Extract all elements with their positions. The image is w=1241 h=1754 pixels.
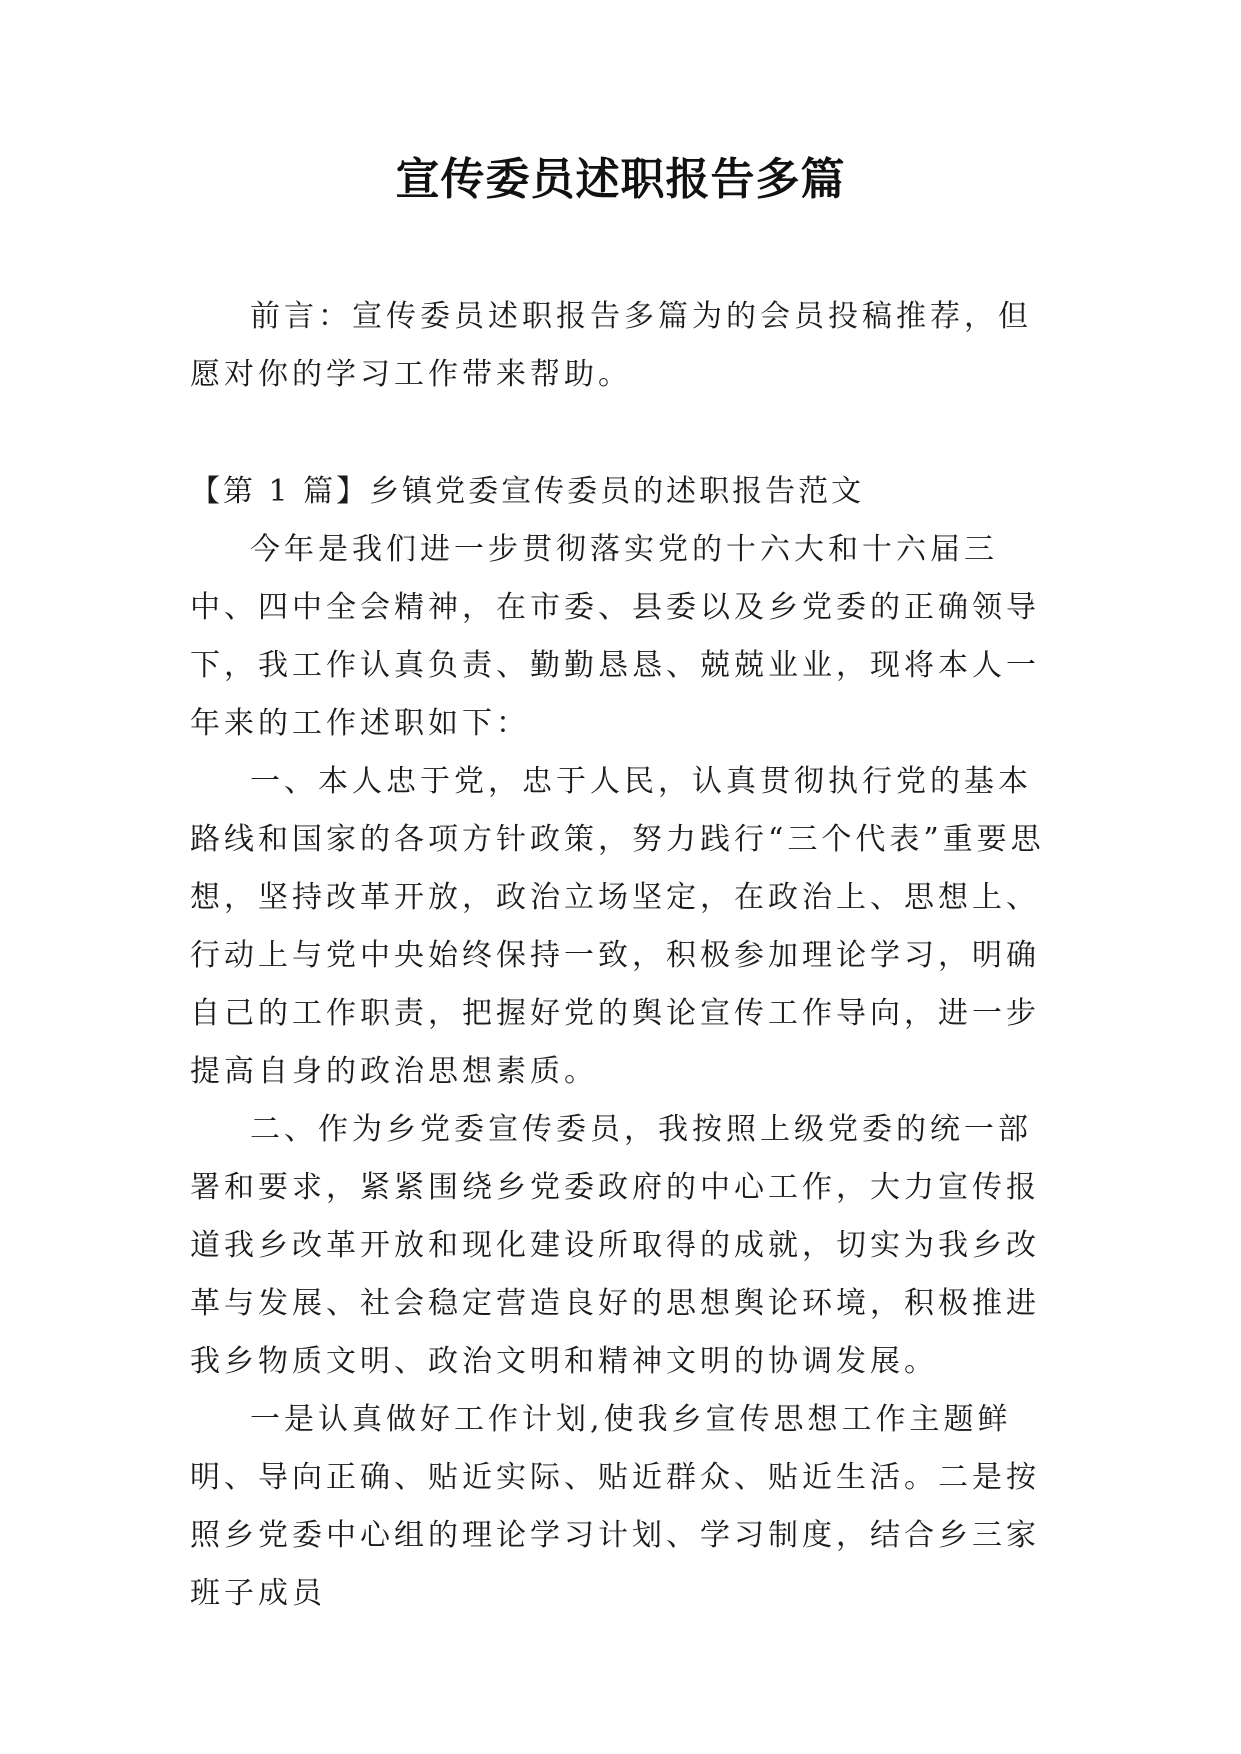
body-paragraph-4: 一是认真做好工作计划,使我乡宣传思想工作主题鲜明、导向正确、贴近实际、贴近群众、贴近生活。二是按照乡党委中心组的理论学习计划、学习制度，结合乡三家班子成员 bbox=[190, 1402, 1040, 1611]
body-paragraph-1: 今年是我们进一步贯彻落实党的十六大和十六届三中、四中全会精神，在市委、县委以及乡党委的正确领导下，我工作认真负责、勤勤恳恳、兢兢业业，现将本人一年来的工作述职如下： bbox=[190, 532, 1040, 741]
section-heading: 【第 1 篇】乡镇党委宣传委员的述职报告范文 bbox=[190, 474, 865, 509]
body-paragraph-2: 一、本人忠于党，忠于人民，认真贯彻执行党的基本路线和国家的各项方针政策，努力践行“三个代表”重要思想，坚持改革开放，政治立场坚定，在政治上、思想上、行动上与党中央始终保持一致，积极参加理论学习，明确自己的工作职责，把握好党的舆论宣传工作导向，进一步提高自身的政治思想素质。 bbox=[190, 764, 1045, 1089]
preface-paragraph: 前言：宣传委员述职报告多篇为的会员投稿推荐，但愿对你的学习工作带来帮助。 bbox=[190, 299, 1032, 392]
document-title: 宣传委员述职报告多篇 bbox=[395, 154, 846, 205]
body-paragraph-3: 二、作为乡党委宣传委员，我按照上级党委的统一部署和要求，紧紧围绕乡党委政府的中心工作，大力宣传报道我乡改革开放和现化建设所取得的成就，切实为我乡改革与发展、社会稳定营造良好的思想舆论环境，积极推进我乡物质文明、政治文明和精神文明的协调发展。 bbox=[190, 1112, 1040, 1379]
